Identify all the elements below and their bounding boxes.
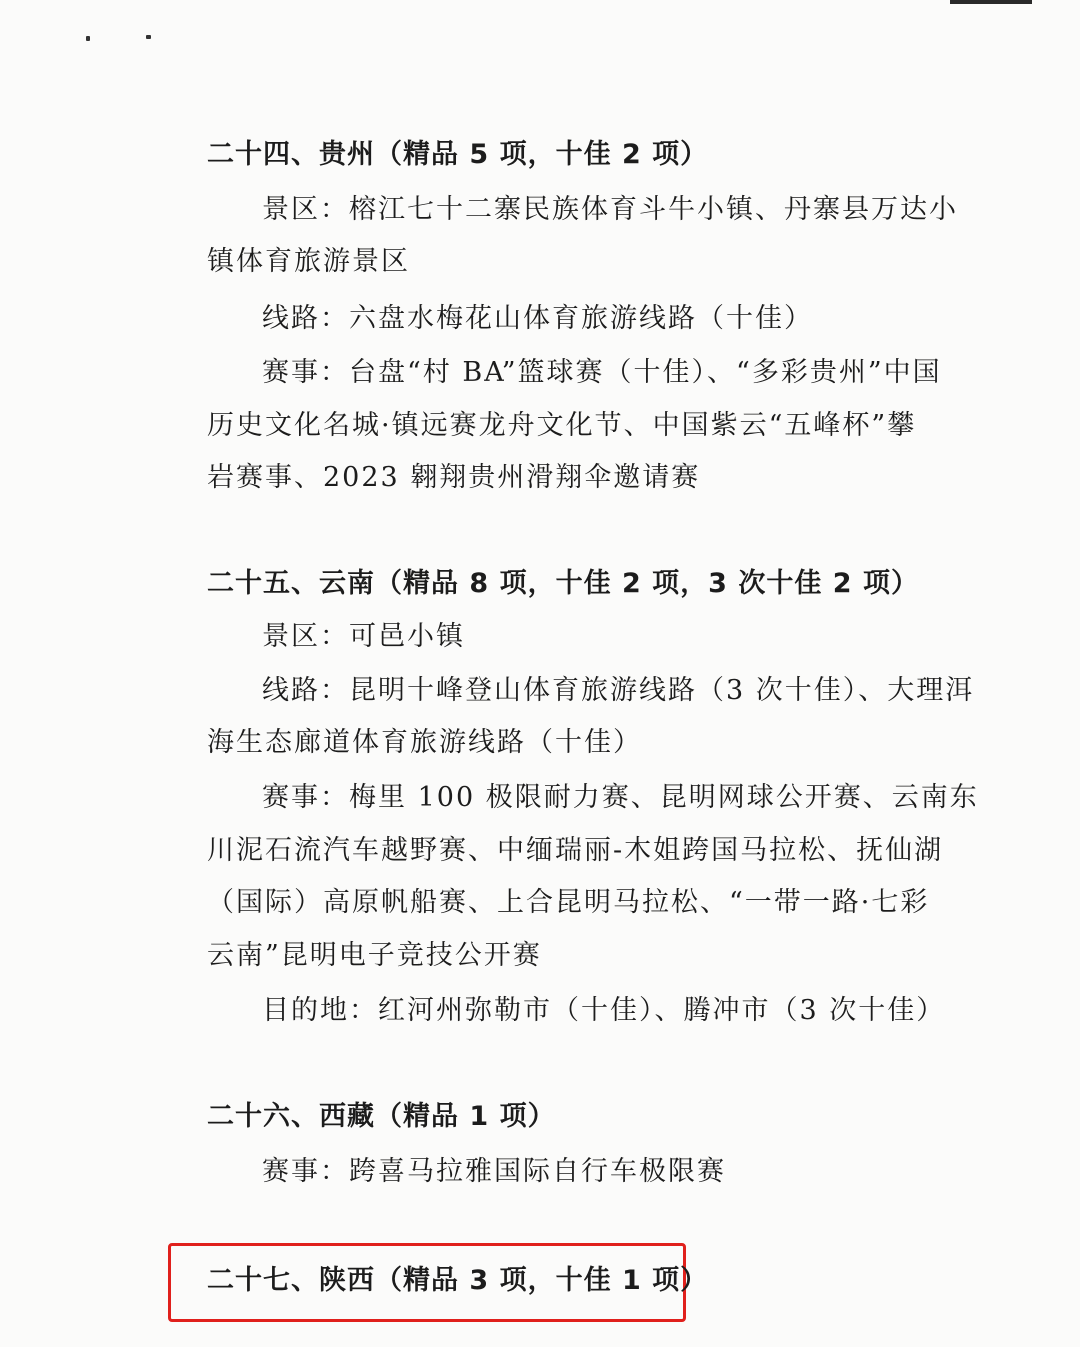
section-heading-guizhou: 二十四、贵州（精品 5 项，十佳 2 项）: [207, 139, 709, 170]
guizhou-event-line-3: 岩赛事、2023 翱翔贵州滑翔伞邀请赛: [207, 462, 701, 493]
yunnan-event-line-3: （国际）高原帆船赛、上合昆明马拉松、“一带一路·七彩: [207, 887, 930, 918]
scan-edge-mark: [950, 0, 1032, 4]
yunnan-event-line-2: 川泥石流汽车越野赛、中缅瑞丽-木姐跨国马拉松、抚仙湖: [207, 835, 944, 866]
yunnan-route-line-2: 海生态廊道体育旅游线路（十佳）: [207, 727, 642, 758]
section-heading-yunnan: 二十五、云南（精品 8 项，十佳 2 项，3 次十佳 2 项）: [207, 568, 919, 599]
yunnan-event-line-1: 赛事：梅里 100 极限耐力赛、昆明网球公开赛、云南东: [262, 782, 979, 813]
guizhou-scenic-line-1: 景区：榕江七十二寨民族体育斗牛小镇、丹寨县万达小: [262, 194, 958, 225]
guizhou-route-line: 线路：六盘水梅花山体育旅游线路（十佳）: [262, 303, 813, 334]
yunnan-scenic-line: 景区：可邑小镇: [262, 621, 465, 652]
scan-speck: [146, 35, 151, 39]
yunnan-event-line-4: 云南”昆明电子竞技公开赛: [207, 940, 542, 971]
tibet-event-line: 赛事：跨喜马拉雅国际自行车极限赛: [262, 1156, 726, 1187]
section-heading-tibet: 二十六、西藏（精品 1 项）: [207, 1101, 556, 1132]
guizhou-scenic-line-2: 镇体育旅游景区: [207, 246, 410, 277]
yunnan-destination-line: 目的地：红河州弥勒市（十佳）、腾冲市（3 次十佳）: [262, 995, 946, 1026]
guizhou-event-line-1: 赛事：台盘“村 BA”篮球赛（十佳）、“多彩贵州”中国: [262, 357, 942, 388]
guizhou-event-line-2: 历史文化名城·镇远赛龙舟文化节、中国紫云“五峰杯”攀: [207, 410, 917, 441]
yunnan-route-line-1: 线路：昆明十峰登山体育旅游线路（3 次十佳）、大理洱: [262, 675, 975, 706]
scan-speck: [86, 36, 90, 41]
section-heading-shaanxi: 二十七、陕西（精品 3 项，十佳 1 项）: [207, 1265, 709, 1296]
